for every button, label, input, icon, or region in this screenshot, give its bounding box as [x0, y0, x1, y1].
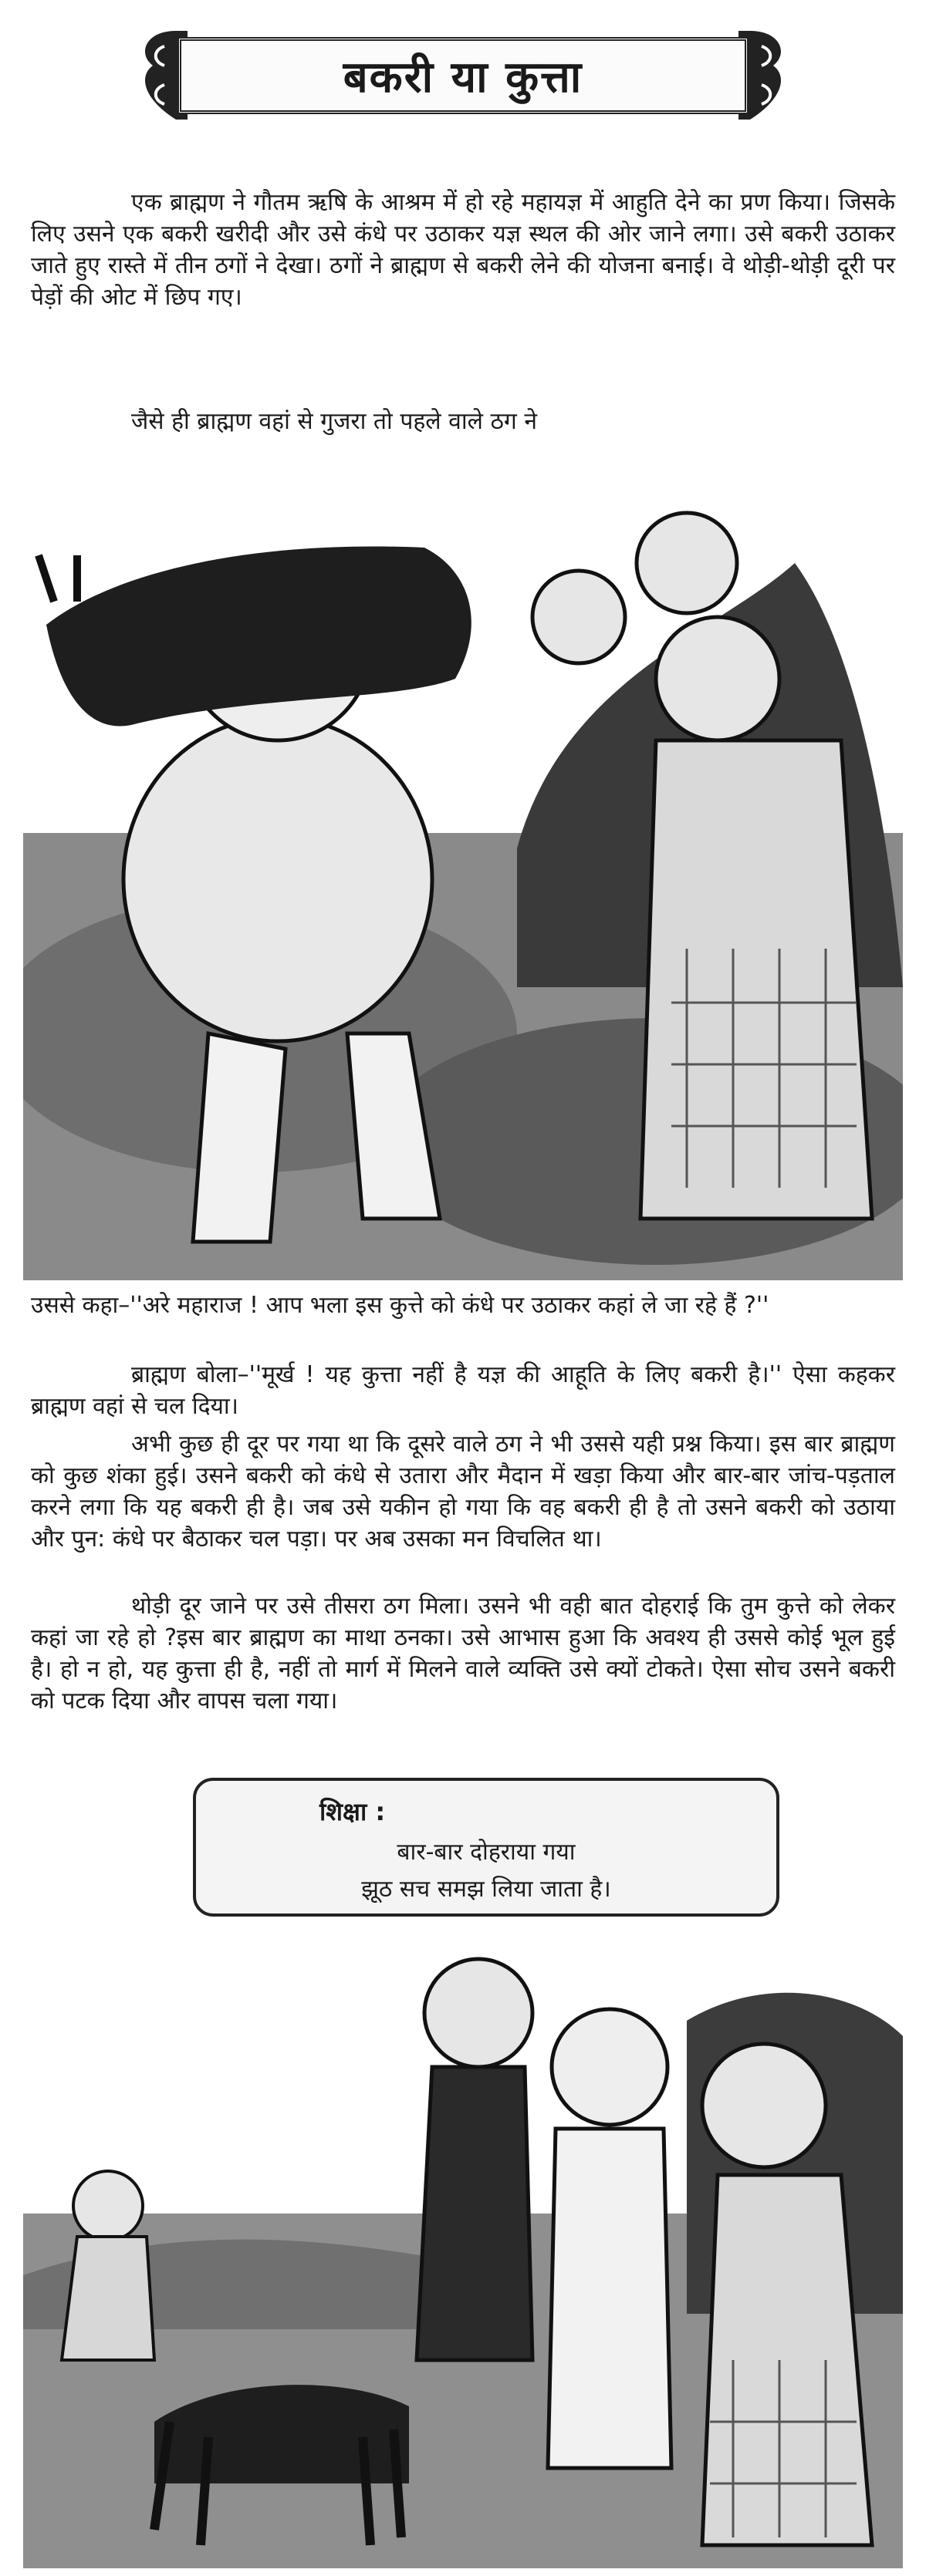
lesson-line-1: बार-बार दोहराया गया: [397, 1839, 576, 1866]
paragraph-first-thug: जैसे ही ब्राह्मण वहां से गुजरा तो पहले वाले ठग ने: [131, 408, 538, 435]
paragraph-brahmin-replies: ब्राह्मण बोला–''मूर्ख ! यह कुत्ता नहीं है यज्ञ की आहूति के लिए बकरी है।'' ऐसा कहकर ब्राह्मण वहां से चल दिया।: [31, 1361, 895, 1420]
lesson-box: [193, 1778, 779, 1917]
illustration-brahmin-with-goat: [23, 447, 903, 1280]
lesson-line-2: झूठ सच समझ लिया जाता है।: [361, 1876, 611, 1903]
paragraph-intro: एक ब्राह्मण ने गौतम ऋषि के आश्रम में हो रहे महायज्ञ में आहुति देने का प्रण किया। जिसके लिए उसने एक बकरी खरीदी और उसे कंधे पर उठाकर यज्ञ स्थल की ओर जाने लगा। उसे बकरी उठाकर जाते हुए रास्ते में तीन ठगों ने देखा। ठगों ने ब्राह्मण से बकरी लेने की योजना बनाई। वे थोड़ी-थोड़ी दूरी पर पेड़ों की ओट में छिप गए।: [31, 189, 895, 311]
page-title: बकरी या कुत्ता: [343, 52, 583, 103]
paragraph-thug-speaks: उससे कहा–''अरे महाराज ! आप भला इस कुत्ते को कंधे पर उठाकर कहां ले जा रहे हैं ?'': [31, 1292, 769, 1319]
paragraph-third-thug: थोड़ी दूर जाने पर उसे तीसरा ठग मिला। उसने भी वही बात दोहराई कि तुम कुत्ते को लेकर कहां जा रहे हो ?इस बार ब्राह्मण का माथा ठनका। उसे आभास हुआ कि अवश्य ही उससे कोई भूल हुई है। हो न हो, यह कुत्ता ही है, नहीं तो मार्ग में मिलने वाले व्यक्ति उसे क्यों टोकते। ऐसा सोच उसने बकरी को पटक दिया और वापस चला गया।: [31, 1593, 895, 1715]
paragraph-second-thug: अभी कुछ ही दूर पर गया था कि दूसरे वाले ठग ने भी उससे यही प्रश्न किया। इस बार ब्राह्मण को कुछ शंका हुई। उसने बकरी को कंधे से उतारा और मैदान में खड़ा किया और बार-बार जांच-पड़ताल करने लगा कि यह बकरी ही है। जब उसे यकीन हो गया कि वह बकरी ही है तो उसने बकरी को उठाया और पुन: कंधे पर बैठाकर चल पड़ा। पर अब उसका मन विचलित था।: [31, 1431, 895, 1553]
illustration-thugs-take-goat: [23, 1928, 903, 2568]
title-banner: [177, 37, 749, 114]
lesson-heading: शिक्षा :: [319, 1797, 386, 1826]
